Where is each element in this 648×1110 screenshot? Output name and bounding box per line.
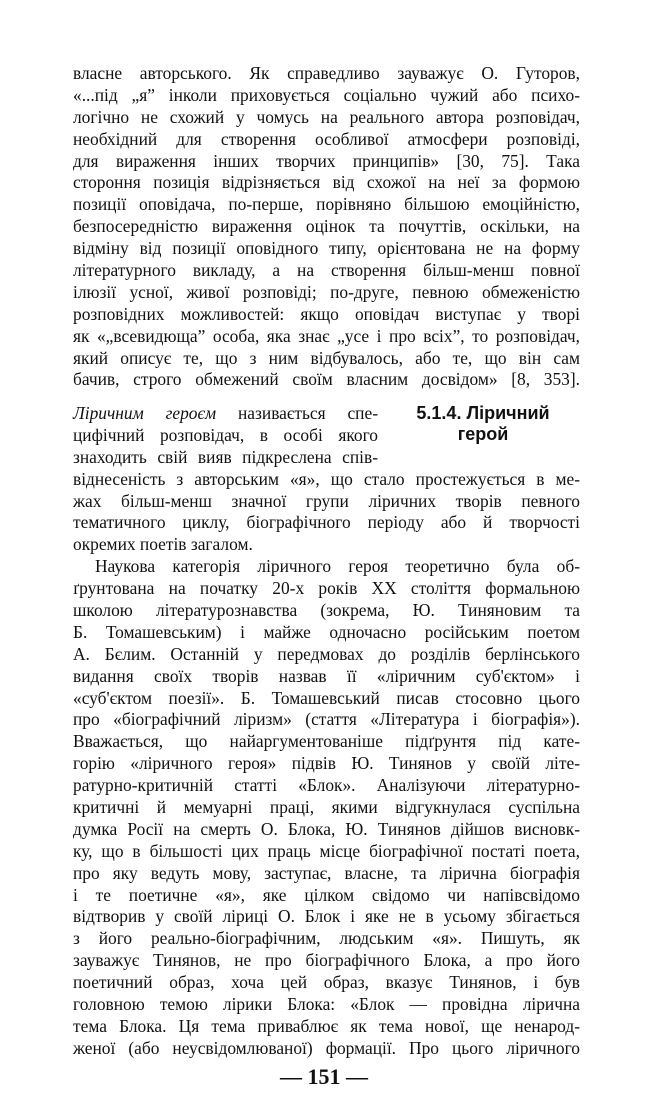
text-line: А. Бєлим. Останній у передмовах до розділів берлінського [73, 643, 580, 664]
text-line: ілюзії усної, живої розповіді; по-друге, певною обмеженістю [73, 281, 580, 302]
text-line: віднесеність з авторським «я», що стало простежується в ме- [73, 468, 580, 489]
text-line: логічно не схожий у чомусь на реального автора розповідач, [73, 106, 580, 127]
text-line: відтворив у своїй ліриці О. Блок і яке не в усьому збігається [73, 906, 580, 927]
text-line: який описує те, що з ним відбувалось, або те, що він сам [73, 347, 580, 368]
text-line: з його реально-біографічним, людським «я». Пишуть, як [73, 928, 580, 949]
page-number: — 151 — [280, 1064, 368, 1089]
text-line: знаходить свій вияв підкреслена спів- [73, 446, 378, 467]
paragraph-continued [73, 63, 580, 391]
term-emphasis: Ліричним героєм [73, 403, 217, 423]
text-line: головною темою лірики Блока: «Блок — провідна лірична [73, 994, 580, 1015]
text-line: горію «ліричного героя» підвів Ю. Тинянов у своїй літе- [73, 753, 580, 774]
text-line: думка Росії на смерть О. Блока, Ю. Тинянов дійшов висновк- [73, 818, 580, 839]
text-line: стороння позиція відрізняється від схожої на неї за формою [73, 172, 580, 193]
text-line: жах більш-менш значної групи ліричних творів певного [73, 490, 580, 511]
text-line: Вважається, що найаргументованіше підґрунтя під кате- [73, 731, 580, 752]
paragraph-lyrical-hero [73, 403, 580, 1060]
text-line: відміну від позиції оповідного типу, орієнтована не на форму [73, 238, 580, 259]
text-line: Наукова категорія ліричного героя теоретично була об- [95, 556, 580, 577]
section-heading-line: герой [457, 424, 509, 444]
text-line: про «біографічний ліризм» (стаття «Література і біографія»). [73, 709, 580, 730]
text-line: безпосередністю вираження оцінок та почуттів, оскільки, на [73, 216, 580, 237]
text-line: тематичного циклу, біографічного періоду або й творчості [73, 512, 580, 533]
section-heading-line: 5.1.4. Ліричний [416, 403, 550, 423]
text-line: Ліричним героєм називається спе- [73, 403, 378, 423]
text-line: для вираження інших творчих принципів» [30, 75]. Така [73, 150, 580, 171]
text-line: як «„всевидюща” особа, яка знає „усе і про всіх”, то розповідач, [73, 325, 580, 346]
text-line: і те поетичне «я», яке цілком свідомо чи напівсвідомо [73, 884, 580, 905]
text-line: Б. Томашевським) і майже одночасно російським поетом [73, 621, 580, 642]
text-line: необхідний для створення особливої атмосфери розповіді, [73, 128, 580, 149]
text-line: власне авторського. Як справедливо зауважує О. Гуторов, [73, 63, 580, 83]
text-line: позиції оповідача, по-перше, порівняно більшою емоційністю, [73, 194, 580, 215]
text-line: «...під „я” інколи приховується соціально чужий або психо- [73, 84, 580, 105]
text-line: «суб'єктом поезії». Б. Томашевський писав стосовно цього [73, 687, 580, 708]
text-line: поетичний образ, хоча цей образ, вказує Тинянов, і був [73, 972, 580, 993]
text-line: ку, що в більшості цих праць місце біографічної постаті поета, [73, 840, 580, 861]
text-line: зауважує Тинянов, не про біографічного Блока, а про його [73, 950, 580, 971]
text-line: літературного викладу, а на створення більш-менш повної [73, 260, 580, 281]
text-line: цифічний розповідач, в особі якого [73, 424, 378, 445]
text-line: школою літературознавства (зокрема, Ю. Тиняновим та [73, 600, 580, 621]
text-line: критичні й мемуарні праці, якими відгукнулася суспільна [73, 797, 580, 818]
text-line: женої (або неусвідомлюваної) формації. Про цього ліричного [73, 1037, 580, 1058]
text-line: розповідних можливостей: якщо оповідач виступає у творі [73, 303, 580, 324]
text-line: видання своїх творів назвав її «ліричним суб'єктом» і [73, 665, 580, 686]
text-line: ратурно-критичній статті «Блок». Аналізуючи літературно- [73, 775, 580, 796]
text-line: окремих поетів загалом. [73, 534, 253, 555]
text-line: ґрунтована на початку 20-х років XX століття формальною [73, 578, 580, 599]
text-line: бачив, строго обмежений своїм власним досвідом» [8, 353]. [73, 369, 580, 390]
text-line: тема Блока. Ця тема приваблює як тема нової, ще ненарод- [73, 1015, 580, 1036]
text-line: про яку ведуть мову, заступає, власне, та лірична біографія [73, 862, 580, 883]
